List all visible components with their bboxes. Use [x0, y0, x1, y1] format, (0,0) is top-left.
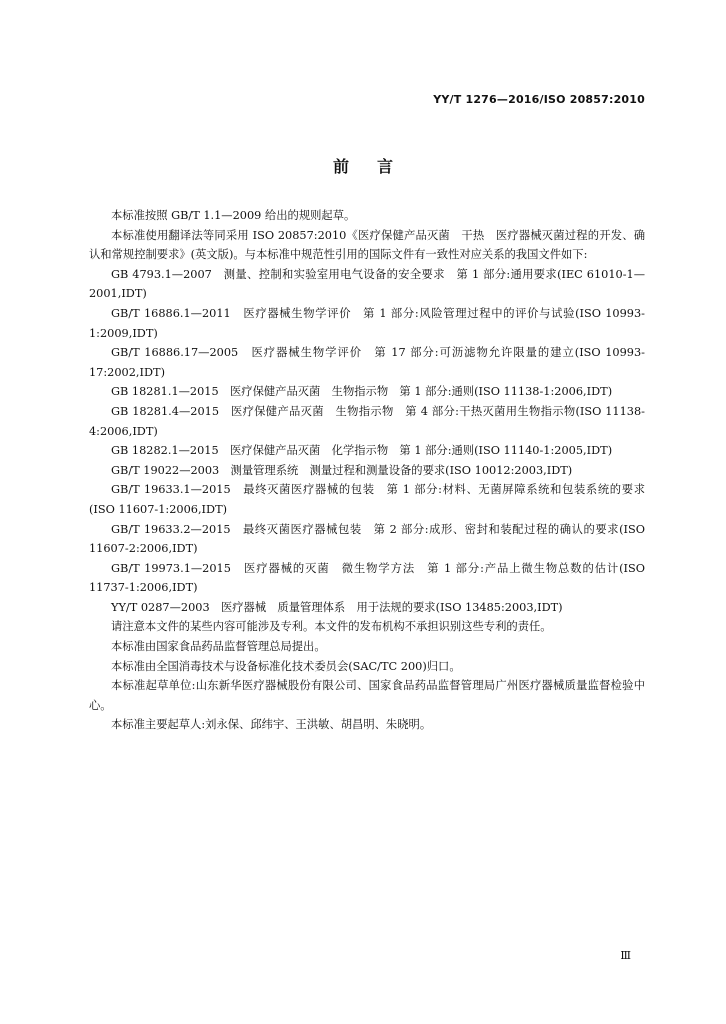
paragraph: YY/T 0287—2003 医疗器械 质量管理体系 用于法规的要求(ISO 13485:2003,IDT) [111, 600, 563, 614]
foreword-body [89, 206, 645, 735]
page-title: 前言 [332, 157, 421, 176]
paragraph: 本标准由全国消毒技术与设备标准化技术委员会(SAC/TC 200)归口。 [111, 659, 461, 673]
paragraph: 本标准起草单位:山东新华医疗器械股份有限公司、国家食品药品监督管理局广州医疗器械质量监督检验中心。 [89, 679, 645, 712]
paragraph: GB/T 19973.1—2015 医疗器械的灭菌 微生物学方法 第 1 部分:产品上微生物总数的估计(ISO 11737-1:2006,IDT) [89, 561, 645, 595]
paragraph: GB/T 19022—2003 测量管理系统 测量过程和测量设备的要求(ISO 10012:2003,IDT) [111, 463, 573, 477]
paragraph: 本标准由国家食品药品监督管理总局提出。 [111, 640, 326, 654]
paragraph: GB 18281.4—2015 医疗保健产品灭菌 生物指示物 第 4 部分:干热灭菌用生物指示物(ISO 11138-4:2006,IDT) [89, 404, 645, 438]
paragraph: GB/T 16886.17—2005 医疗器械生物学评价 第 17 部分:可沥滤物允许限量的建立(ISO 10993-17:2002,IDT) [89, 346, 645, 379]
paragraph: 请注意本文件的某些内容可能涉及专利。本文件的发布机构不承担识别这些专利的责任。 [111, 620, 552, 634]
paragraph: GB/T 19633.1—2015 最终灭菌医疗器械的包装 第 1 部分:材料、无菌屏障系统和包装系统的要求(ISO 11607-1:2006,IDT) [89, 483, 645, 516]
paragraph: GB 18281.1—2015 医疗保健产品灭菌 生物指示物 第 1 部分:通则(ISO 11138-1:2006,IDT) [111, 385, 613, 399]
paragraph: GB/T 16886.1—2011 医疗器械生物学评价 第 1 部分:风险管理过程中的评价与试验(ISO 10993-1:2009,IDT) [89, 306, 645, 340]
paragraph: GB 18282.1—2015 医疗保健产品灭菌 化学指示物 第 1 部分:通则(ISO 11140-1:2005,IDT) [111, 444, 613, 458]
paragraph: 本标准主要起草人:刘永保、邱纬宇、王洪敏、胡昌明、朱晓明。 [111, 718, 432, 732]
paragraph: GB 4793.1—2007 测量、控制和实验室用电气设备的安全要求 第 1 部分:通用要求(IEC 61010-1—2001,IDT) [89, 267, 645, 301]
document-id-header: YY/T 1276—2016/ISO 20857:2010 [433, 93, 645, 106]
page-number: Ⅲ [620, 949, 631, 962]
paragraph: 本标准按照 GB/T 1.1—2009 给出的规则起草。 [111, 209, 356, 222]
paragraph: 本标准使用翻译法等同采用 ISO 20857:2010《医疗保健产品灭菌 干热 医疗器械灭菌过程的开发、确认和常规控制要求》(英文版)。与本标准中规范性引用的国际文件有一致性对应关系的我国文件如下: [89, 228, 645, 262]
paragraph: GB/T 19633.2—2015 最终灭菌医疗器械包装 第 2 部分:成形、密封和装配过程的确认的要求(ISO 11607-2:2006,IDT) [89, 522, 645, 556]
